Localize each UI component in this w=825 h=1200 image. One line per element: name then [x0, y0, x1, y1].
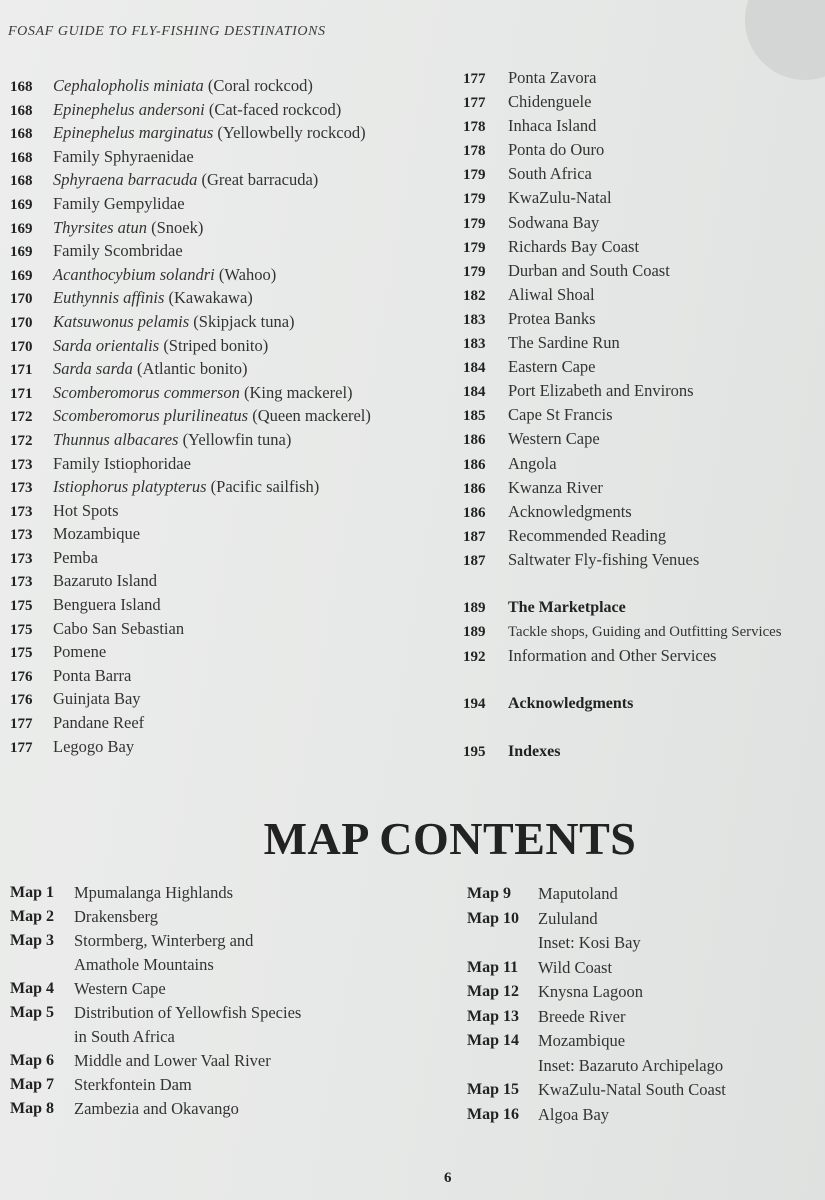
entry-title: Acknowledgments — [508, 695, 634, 713]
map-entry — [10, 977, 430, 1001]
contents-left-column — [10, 74, 430, 758]
entry-title — [53, 640, 106, 664]
entry-title — [53, 145, 194, 169]
entry-page-number: 186 — [463, 480, 486, 497]
entry-title: Aliwal Shoal — [508, 284, 595, 304]
common-name: Family Gempylidae — [53, 193, 185, 213]
entry-title — [53, 168, 318, 192]
entry-title: Tackle shops, Guiding and Outfitting Services — [508, 624, 782, 641]
map-title-line: KwaZulu-Natal South Coast — [538, 1080, 726, 1099]
common-name: Mozambique — [53, 524, 141, 544]
scientific-name: Thunnus albacares — [53, 429, 179, 449]
contents-entry — [463, 427, 825, 451]
entry-title: Richards Bay Coast — [508, 236, 640, 256]
entry-title — [53, 216, 203, 240]
map-title — [538, 1029, 723, 1078]
entry-title — [53, 664, 131, 688]
map-title-line: Inset: Kosi Bay — [538, 933, 641, 952]
entry-page-number: 179 — [463, 191, 486, 208]
entry-page-number: 169 — [10, 196, 33, 213]
contents-entry — [10, 98, 430, 122]
entry-title — [53, 121, 366, 145]
map-entry — [10, 1049, 430, 1073]
entry-page-number: 176 — [10, 692, 33, 709]
map-number: Map 3 — [10, 932, 54, 949]
entry-page-number: 175 — [10, 598, 33, 615]
entry-page-number: 168 — [10, 126, 33, 143]
entry-page-number: 171 — [10, 385, 33, 402]
entry-page-number: 179 — [463, 215, 486, 232]
map-number: Map 12 — [467, 983, 519, 1000]
entry-title — [53, 687, 141, 711]
common-name: (Coral rockcod) — [203, 76, 313, 95]
entry-title: The Sardine Run — [508, 333, 620, 353]
entry-title: Cape St Francis — [508, 405, 613, 425]
entry-page-number: 175 — [10, 621, 33, 638]
contents-entry — [10, 664, 430, 688]
entry-page-number: 189 — [463, 599, 486, 616]
entry-page-number: 170 — [10, 338, 33, 355]
entry-page-number: 168 — [10, 149, 33, 166]
map-number: Map 14 — [467, 1032, 519, 1049]
entry-title — [53, 310, 295, 334]
map-title-line: Stormberg, Winterberg and — [74, 931, 254, 950]
entry-page-number: 187 — [463, 552, 486, 569]
contents-entry — [10, 74, 430, 98]
contents-entry — [463, 548, 825, 572]
contents-entry — [10, 145, 430, 169]
entry-title: Eastern Cape — [508, 357, 596, 377]
entry-page-number: 184 — [463, 360, 486, 377]
entry-title: Indexes — [508, 743, 561, 761]
contents-entry — [10, 475, 430, 499]
entry-title: Chidenguele — [508, 92, 592, 112]
entry-title — [53, 381, 353, 405]
entry-title: The Marketplace — [508, 598, 626, 616]
map-entry — [467, 1078, 825, 1103]
contents-entry — [10, 499, 430, 523]
map-title — [538, 980, 643, 1005]
contents-entry — [463, 524, 825, 548]
entry-title — [53, 98, 341, 122]
map-number: Map 5 — [10, 1004, 54, 1021]
entry-page-number: 179 — [463, 239, 486, 256]
entry-page-number: 168 — [10, 102, 33, 119]
contents-entry — [10, 735, 430, 759]
map-title — [74, 1049, 271, 1073]
map-title — [538, 1078, 726, 1103]
entry-title: Acknowledgments — [508, 501, 632, 521]
map-title — [74, 1097, 239, 1121]
map-title — [74, 881, 233, 905]
contents-entry — [463, 452, 825, 476]
contents-entry — [10, 711, 430, 735]
contents-entry — [463, 355, 825, 379]
contents-entry — [10, 404, 430, 428]
scientific-name: Euthynnis affinis — [53, 288, 165, 308]
entry-page-number: 183 — [463, 336, 486, 353]
common-name: Pemba — [53, 547, 98, 567]
entry-title: Western Cape — [508, 429, 600, 449]
map-title-line: Western Cape — [74, 979, 166, 998]
contents-entry — [10, 546, 430, 570]
contents-entry — [10, 593, 430, 617]
scientific-name: Katsuwonus pelamis — [53, 311, 190, 331]
contents-entry — [10, 121, 430, 145]
list-gap — [463, 716, 825, 740]
entry-page-number: 177 — [10, 739, 33, 756]
scientific-name: Sphyraena barracuda — [53, 170, 198, 190]
map-title-line: Distribution of Yellowfish Species — [74, 1003, 302, 1022]
contents-entry — [10, 168, 430, 192]
common-name: (Skipjack tuna) — [189, 311, 295, 331]
contents-right-column — [463, 66, 825, 764]
entry-title: Ponta Zavora — [508, 68, 597, 87]
scientific-name: Scomberomorus plurilineatus — [53, 406, 249, 426]
map-title — [538, 882, 618, 907]
entry-title — [53, 593, 161, 617]
map-entry — [10, 881, 430, 905]
common-name: Pomene — [53, 642, 107, 662]
map-title-line: Middle and Lower Vaal River — [74, 1051, 271, 1070]
contents-entry — [10, 381, 430, 405]
entry-page-number: 186 — [463, 456, 486, 473]
entry-title — [53, 404, 371, 428]
map-title — [74, 1073, 192, 1097]
contents-entry — [10, 310, 430, 334]
contents-entry — [463, 235, 825, 259]
map-number: Map 9 — [467, 885, 511, 902]
map-title-line: Mpumalanga Highlands — [74, 883, 234, 902]
running-head: FOSAF GUIDE TO FLY-FISHING DESTINATIONS — [8, 24, 326, 39]
contents-entry — [10, 263, 430, 287]
contents-entry — [10, 216, 430, 240]
common-name: Bazaruto Island — [53, 571, 158, 591]
entry-page-number: 170 — [10, 291, 33, 308]
map-title-line: Knysna Lagoon — [538, 982, 643, 1001]
map-entry — [467, 882, 825, 907]
entry-page-number: 187 — [463, 528, 486, 545]
contents-entry — [463, 162, 825, 186]
entry-title: Inhaca Island — [508, 116, 597, 136]
map-entry — [467, 1103, 825, 1128]
map-title-line: Zambezia and Okavango — [74, 1099, 239, 1118]
map-title — [74, 1001, 301, 1049]
common-name: (King mackerel) — [239, 382, 353, 402]
entry-page-number: 170 — [10, 314, 33, 331]
map-number: Map 7 — [10, 1076, 54, 1093]
map-title-line: Maputoland — [538, 884, 618, 903]
contents-entry — [463, 138, 825, 162]
map-entry — [10, 1073, 430, 1097]
entry-title — [53, 711, 144, 735]
entry-page-number: 194 — [463, 696, 486, 713]
map-entry — [467, 1029, 825, 1078]
entry-page-number: 172 — [10, 432, 33, 449]
map-title — [74, 929, 253, 977]
map-title — [538, 1005, 626, 1030]
entry-page-number: 189 — [463, 624, 486, 641]
entry-page-number: 175 — [10, 645, 33, 662]
map-number: Map 6 — [10, 1052, 54, 1069]
map-entry — [10, 1001, 430, 1049]
contents-entry — [463, 500, 825, 524]
entry-page-number: 173 — [10, 456, 33, 473]
entry-page-number: 184 — [463, 384, 486, 401]
entry-title — [53, 569, 157, 593]
contents-entry — [463, 644, 825, 668]
common-name: (Queen mackerel) — [248, 406, 371, 426]
contents-entry — [463, 379, 825, 403]
scientific-name: Istiophorus platypterus — [53, 477, 207, 497]
entry-page-number: 173 — [10, 574, 33, 591]
entry-page-number: 195 — [463, 744, 486, 761]
contents-entry — [10, 334, 430, 358]
contents-entry — [463, 211, 825, 235]
map-entry — [467, 907, 825, 956]
common-name: (Cat-faced rockcod) — [204, 99, 342, 119]
map-title — [538, 907, 641, 956]
map-entry — [467, 1005, 825, 1030]
entry-page-number: 173 — [10, 550, 33, 567]
entry-page-number: 168 — [10, 173, 33, 190]
contents-entry — [463, 186, 825, 210]
entry-page-number: 179 — [463, 263, 486, 280]
contents-entry — [10, 522, 430, 546]
contents-entry — [10, 428, 430, 452]
entry-page-number: 186 — [463, 432, 486, 449]
common-name: (Pacific sailfish) — [206, 477, 320, 497]
entry-title — [53, 735, 134, 759]
entry-title: Durban and South Coast — [508, 260, 670, 280]
contents-entry — [463, 90, 825, 114]
entry-title — [53, 357, 247, 381]
contents-entry — [463, 259, 825, 283]
map-title-line: Amathole Mountains — [74, 955, 214, 974]
entry-page-number: 173 — [10, 503, 33, 520]
entry-title: KwaZulu-Natal — [508, 188, 612, 208]
common-name: Guinjata Bay — [53, 689, 141, 709]
contents-entry — [10, 357, 430, 381]
map-number: Map 4 — [10, 980, 54, 997]
contents-entry — [10, 640, 430, 664]
common-name: Family Scombridae — [53, 241, 183, 261]
common-name: Benguera Island — [53, 595, 161, 615]
entry-page-number: 169 — [10, 244, 33, 261]
contents-entry — [10, 687, 430, 711]
entry-page-number: 171 — [10, 362, 33, 379]
list-gap — [463, 668, 825, 692]
map-number: Map 1 — [10, 884, 54, 901]
entry-title — [53, 239, 183, 263]
map-entry — [10, 905, 430, 929]
map-number: Map 2 — [10, 908, 54, 925]
contents-entry — [10, 239, 430, 263]
common-name: Family Sphyraenidae — [53, 146, 194, 166]
entry-page-number: 177 — [463, 95, 486, 112]
page-number: 6 — [444, 1170, 452, 1186]
contents-entry — [10, 569, 430, 593]
contents-entry — [463, 66, 825, 90]
map-title — [538, 956, 612, 981]
contents-entry — [463, 331, 825, 355]
scientific-name: Cephalopholis miniata — [53, 76, 204, 95]
entry-title: Port Elizabeth and Environs — [508, 381, 694, 401]
entry-title — [53, 522, 140, 546]
map-title-line: Zululand — [538, 908, 598, 928]
entry-title: Sodwana Bay — [508, 212, 600, 232]
list-gap — [463, 572, 825, 596]
entry-page-number: 173 — [10, 480, 33, 497]
common-name: Legogo Bay — [53, 736, 135, 756]
entry-page-number: 176 — [10, 668, 33, 685]
scientific-name: Acanthocybium solandri — [53, 264, 215, 284]
entry-page-number: 185 — [463, 408, 486, 425]
map-title-line: Inset: Bazaruto Archipelago — [538, 1055, 724, 1075]
entry-title: South Africa — [508, 164, 592, 184]
entry-title — [53, 74, 313, 98]
scientific-name: Epinephelus marginatus — [53, 123, 214, 143]
entry-title: Recommended Reading — [508, 525, 667, 545]
entry-title: Kwanza River — [508, 477, 603, 497]
contents-entry — [10, 452, 430, 476]
map-title — [74, 905, 158, 929]
section-entry — [463, 740, 825, 764]
common-name: (Great barracuda) — [197, 170, 319, 190]
map-title-line: Drakensberg — [74, 907, 158, 926]
entry-title — [53, 546, 98, 570]
entry-title — [53, 286, 253, 310]
entry-page-number: 177 — [463, 71, 486, 87]
map-number: Map 15 — [467, 1081, 519, 1098]
entry-title: Information and Other Services — [508, 646, 717, 666]
map-number: Map 16 — [467, 1105, 519, 1123]
common-name: Ponta Barra — [53, 665, 132, 685]
map-title-line: Sterkfontein Dam — [74, 1075, 192, 1094]
scientific-name: Scomberomorus commerson — [53, 382, 240, 402]
contents-entry — [463, 403, 825, 427]
entry-page-number: 192 — [463, 649, 486, 666]
common-name: (Striped bonito) — [159, 335, 269, 355]
contents-entry — [463, 283, 825, 307]
map-title-line: Wild Coast — [538, 957, 613, 977]
entry-title — [53, 428, 291, 452]
scientific-name: Sarda orientalis — [53, 335, 160, 355]
common-name: Cabo San Sebastian — [53, 618, 185, 638]
map-contents-heading: MAP CONTENTS — [263, 813, 637, 864]
map-title-line: Mozambique — [538, 1031, 626, 1050]
entry-title — [53, 475, 319, 499]
entry-title — [53, 499, 119, 523]
map-title-line: Breede River — [538, 1006, 626, 1026]
map-list-right — [467, 882, 825, 1127]
map-number: Map 10 — [467, 909, 519, 927]
map-title-line: in South Africa — [74, 1027, 175, 1046]
entry-page-number: 186 — [463, 504, 486, 521]
entry-page-number: 178 — [463, 143, 486, 160]
entry-page-number: 168 — [10, 79, 33, 95]
entry-page-number: 177 — [10, 716, 33, 733]
common-name: Pandane Reef — [53, 713, 145, 733]
common-name: (Atlantic bonito) — [132, 359, 248, 379]
common-name: (Wahoo) — [214, 264, 277, 284]
contents-entry — [10, 617, 430, 641]
contents-entry — [463, 476, 825, 500]
entry-title — [53, 334, 268, 358]
section-entry — [463, 596, 825, 620]
contents-entry — [463, 307, 825, 331]
map-title — [74, 977, 166, 1001]
map-title-line: Algoa Bay — [538, 1104, 610, 1124]
map-list-left — [10, 881, 430, 1121]
map-number: Map 8 — [10, 1100, 54, 1117]
entry-page-number: 182 — [463, 287, 486, 304]
scientific-name: Sarda sarda — [53, 359, 133, 379]
map-entry — [467, 980, 825, 1005]
entry-title — [53, 263, 276, 287]
entry-title: Angola — [508, 453, 557, 473]
entry-page-number: 179 — [463, 167, 486, 184]
entry-page-number: 172 — [10, 409, 33, 426]
scientific-name: Thyrsites atun — [53, 217, 147, 237]
entry-page-number: 173 — [10, 527, 33, 544]
contents-entry — [463, 114, 825, 138]
common-name: (Yellowfin tuna) — [178, 429, 292, 449]
map-number: Map 13 — [467, 1007, 519, 1025]
entry-page-number: 169 — [10, 220, 33, 237]
contents-entry — [10, 192, 430, 216]
contents-entry — [10, 286, 430, 310]
common-name: Family Istiophoridae — [53, 453, 191, 473]
scientific-name: Epinephelus andersoni — [53, 99, 205, 119]
section-entry — [463, 692, 825, 716]
common-name: Hot Spots — [53, 500, 119, 520]
entry-page-number: 178 — [463, 119, 486, 136]
entry-title — [53, 192, 185, 216]
entry-title: Ponta do Ouro — [508, 140, 605, 160]
map-number: Map 11 — [467, 958, 519, 976]
contents-entry — [463, 620, 825, 644]
common-name: (Yellowbelly rockcod) — [213, 123, 366, 143]
entry-page-number: 169 — [10, 267, 33, 284]
map-title — [538, 1103, 609, 1128]
entry-title — [53, 617, 184, 641]
entry-title: Protea Banks — [508, 308, 596, 328]
entry-title — [53, 452, 191, 476]
entry-page-number: 183 — [463, 311, 486, 328]
map-entry — [467, 956, 825, 981]
map-entry — [10, 929, 430, 977]
entry-title: Saltwater Fly-fishing Venues — [508, 549, 700, 569]
common-name: (Kawakawa) — [164, 288, 253, 308]
common-name: (Snoek) — [146, 217, 204, 237]
map-entry — [10, 1097, 430, 1121]
